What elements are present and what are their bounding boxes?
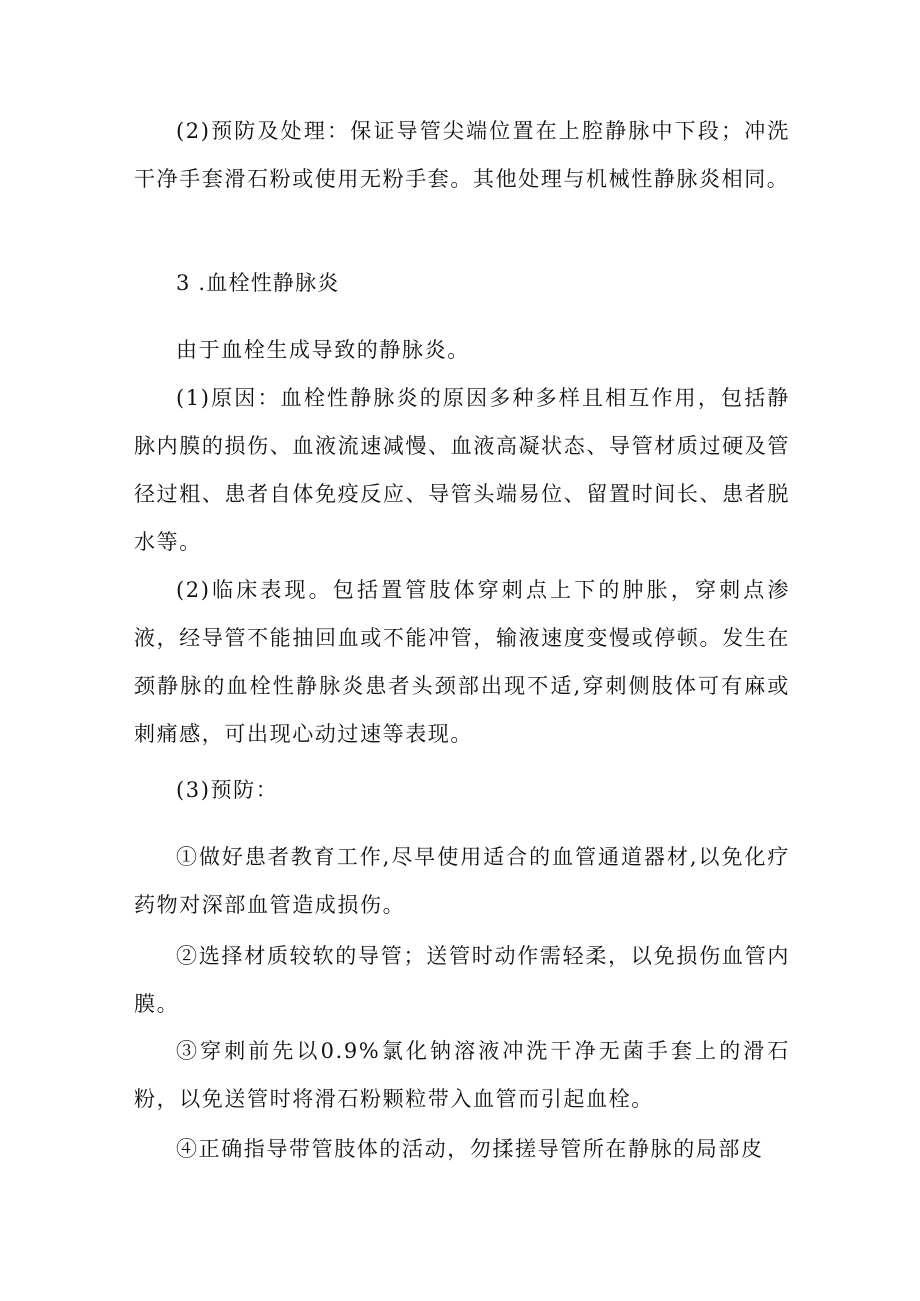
paragraph-prevention-heading: (3)预防： xyxy=(176,778,279,802)
paragraph-definition: 由于血栓生成导致的静脉炎。 xyxy=(176,338,470,362)
list-item-prevention-4: ④正确指导带管肢体的活动，勿揉搓导管所在静脉的局部皮 xyxy=(176,1137,764,1161)
paragraph-causes: (1)原因：血栓性静脉炎的原因多种多样且相互作用，包括静脉内膜的损伤、血液流速减慢、血液高凝状态、导管材质过硬及管径过粗、患者自体免疫反应、导管头端易位、留置时间长、患者脱水等。 xyxy=(134,386,790,554)
list-item-prevention-3: ③穿刺前先以0.9%氯化钠溶液冲洗干净无菌手套上的滑石粉，以免送管时将滑石粉颗粒带入血管而引起血栓。 xyxy=(134,1039,790,1111)
paragraph-prevention-treatment: (2)预防及处理：保证导管尖端位置在上腔静脉中下段；冲洗干净手套滑石粉或使用无粉手套。其他处理与机械性静脉炎相同。 xyxy=(134,119,790,191)
list-item-prevention-2: ②选择材质较软的导管；送管时动作需轻柔，以免损伤血管内膜。 xyxy=(134,944,790,1016)
list-item-prevention-1: ①做好患者教育工作,尽早使用适合的血管通道器材,以免化疗药物对深部血管造成损伤。 xyxy=(134,845,790,917)
section-heading-thrombotic-phlebitis: 3 .血栓性静脉炎 xyxy=(176,271,340,295)
paragraph-clinical-manifestations: (2)临床表现。包括置管肢体穿刺点上下的肿胀，穿刺点渗液，经导管不能抽回血或不能冲管，输液速度变慢或停顿。发生在颈静脉的血栓性静脉炎患者头颈部出现不适,穿刺侧肢体可有麻或刺痛感，可出现心动过速等表现。 xyxy=(134,578,790,746)
